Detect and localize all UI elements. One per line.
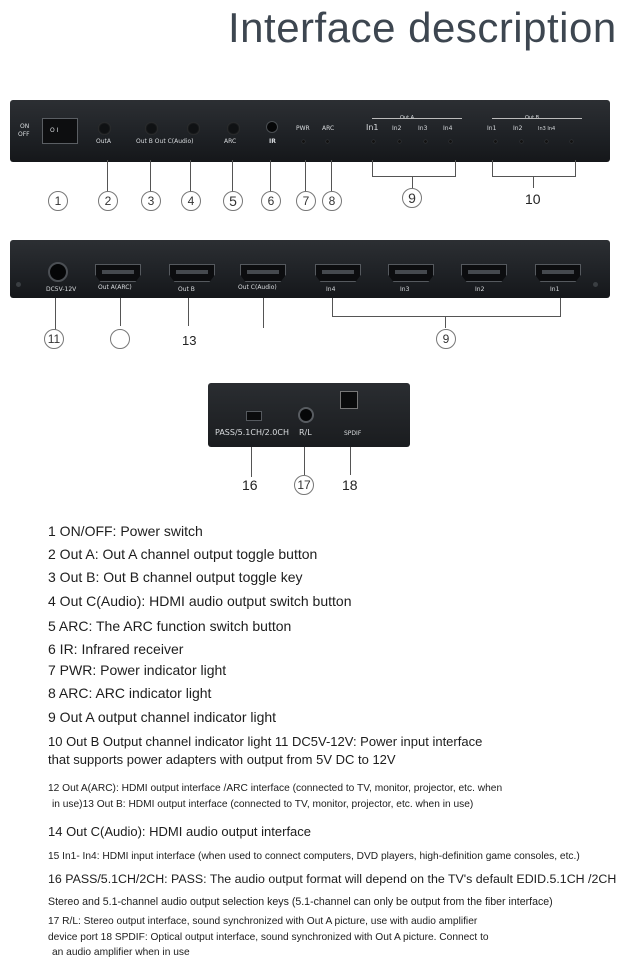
ir-receiver (266, 121, 278, 133)
callout-line-17 (304, 447, 305, 475)
callout-line-16 (251, 447, 252, 477)
bracket-10-right (575, 160, 576, 176)
callout-line-5 (232, 160, 233, 192)
callout-16: 16 (242, 477, 258, 493)
callout-2: 2 (98, 191, 118, 211)
desc-17-18: device port 18 SPDIF: Optical output interface, sound synchronized with Out A picture. Connect to (48, 932, 489, 943)
dc-label: DC5V-12V (46, 286, 77, 293)
callout-6: 6 (261, 191, 281, 211)
group-b-input-1: In1 (487, 125, 497, 132)
desc-16: 16 PASS/5.1CH/2CH: PASS: The audio output format will depend on the TV's default EDID.5.1CH /2CH (48, 872, 617, 886)
mode-switch-label: PASS/5.1CH/2.0CH (215, 428, 289, 437)
desc-18-cont: an audio amplifier when in use (52, 947, 190, 958)
group-a-bracket-line (372, 118, 462, 119)
callout-10: 10 (525, 191, 541, 207)
hdmi-port-out-b (169, 264, 215, 282)
port-label-out-b: Out B (178, 286, 195, 293)
group-a-led-3 (424, 140, 427, 143)
desc-15: 15 In1- In4: HDMI input interface (when used to connect computers, DVD players, high-definition game consoles, etc.) (48, 851, 580, 862)
page-title: Interface description (228, 4, 617, 51)
bracket-back-9-bottom (332, 316, 561, 317)
port-label-out-c: Out C(Audio) (238, 284, 277, 291)
hdmi-port-out-a (95, 264, 141, 282)
group-a-input-3: In3 (418, 125, 428, 132)
group-a-led-4 (449, 140, 452, 143)
hdmi-port-in3 (388, 264, 434, 282)
out-b-button (145, 122, 158, 135)
callout-3: 3 (141, 191, 161, 211)
callout-line-14 (263, 298, 264, 328)
callout-8: 8 (322, 191, 342, 211)
callout-17: 17 (294, 475, 314, 495)
desc-4: 4 Out C(Audio): HDMI audio output switch button (48, 593, 352, 609)
on-label: ON (20, 123, 30, 130)
desc-7: 7 PWR: Power indicator light (48, 662, 227, 678)
callout-line-11 (55, 298, 56, 330)
group-b-led-1 (494, 140, 497, 143)
callout-9-back: 9 (436, 329, 456, 349)
arc-button-label: ARC (224, 138, 237, 145)
group-b-input-3-4: In3 In4 (538, 126, 556, 132)
desc-12: 12 Out A(ARC): HDMI output interface /ARC interface (connected to TV, monitor, projector, etc. when (48, 783, 503, 794)
group-b-led-4 (570, 140, 573, 143)
group-a-input-1: In1 (366, 123, 379, 132)
desc-6: 6 IR: Infrared receiver (48, 641, 184, 657)
callout-1: 1 (48, 191, 68, 211)
desc-17: 17 R/L: Stereo output interface, sound synchronized with Out A picture, use with audio amplifier (48, 916, 478, 927)
callout-line-7 (305, 160, 306, 192)
callout-line-18 (350, 447, 351, 475)
group-b-input-2: In2 (513, 125, 523, 132)
bracket-9-left (372, 160, 373, 176)
desc-12-13: in use)13 Out B: HDMI output interface (connected to TV, monitor, projector, etc. when in use) (52, 799, 474, 810)
bracket-back-9-left (332, 298, 333, 316)
group-a-led-2 (398, 140, 401, 143)
callout-5: 5 (223, 191, 243, 211)
callout-line-13 (188, 298, 189, 326)
desc-10-11: 10 Out B Output channel indicator light 11 DC5V-12V: Power input interface (48, 734, 483, 749)
callout-line-6 (270, 160, 271, 192)
group-b-led-2 (520, 140, 523, 143)
out-b-out-c-label: Out B Out C(Audio) (136, 138, 194, 145)
bracket-10-bottom (492, 176, 576, 177)
screw-left (16, 282, 21, 287)
callout-12 (110, 329, 130, 349)
group-a-led-1 (372, 140, 375, 143)
callout-13: 13 (182, 333, 197, 348)
out-a-label: OutA (96, 138, 111, 145)
ir-label: IR (269, 138, 276, 145)
callout-9: 9 (402, 188, 422, 208)
callout-line-3 (150, 160, 151, 192)
pwr-led (302, 140, 305, 143)
screw-right (593, 282, 598, 287)
hdmi-port-out-c (240, 264, 286, 282)
callout-line-2 (107, 160, 108, 192)
arc-led-label: ARC (322, 125, 335, 132)
callout-line-8 (331, 160, 332, 192)
desc-1: 1 ON/OFF: Power switch (48, 523, 203, 539)
callout-7: 7 (296, 191, 316, 211)
arc-led (326, 140, 329, 143)
group-b-led-3 (545, 140, 548, 143)
rl-label: R/L (299, 428, 312, 437)
bracket-back-9-stem (445, 316, 446, 328)
out-a-button (98, 122, 111, 135)
desc-2: 2 Out A: Out A channel output toggle button (48, 546, 318, 562)
callout-18: 18 (342, 477, 358, 493)
desc-11-cont: that supports power adapters with output from 5V DC to 12V (48, 752, 396, 767)
power-switch (42, 118, 78, 144)
callout-11: 11 (44, 329, 64, 349)
callout-line-4 (190, 160, 191, 192)
bracket-back-9-right (560, 298, 561, 316)
back-panel-image (10, 240, 610, 298)
spdif-port (340, 391, 358, 409)
arc-button (227, 122, 240, 135)
desc-5: 5 ARC: The ARC function switch button (48, 618, 292, 634)
desc-16-cont: Stereo and 5.1-channel audio output selection keys (5.1-channel can only be output from the fiber interface) (48, 896, 553, 908)
group-a-input-2: In2 (392, 125, 402, 132)
callout-4: 4 (181, 191, 201, 211)
port-label-out-a: Out A(ARC) (98, 284, 132, 291)
desc-9: 9 Out A output channel indicator light (48, 709, 277, 725)
hdmi-port-in2 (461, 264, 507, 282)
spdif-label: SPDIF (344, 430, 362, 437)
bracket-10-stem (533, 176, 534, 188)
port-label-in1: In1 (550, 286, 560, 293)
side-panel-image (208, 383, 410, 447)
port-label-in2: In2 (475, 286, 485, 293)
group-a-input-4: In4 (443, 125, 453, 132)
bracket-10-left (492, 160, 493, 176)
port-label-in4: In4 (326, 286, 336, 293)
hdmi-port-in1 (535, 264, 581, 282)
dc-jack (48, 262, 68, 282)
power-switch-glyphs: O I (50, 127, 59, 134)
hdmi-port-in4 (315, 264, 361, 282)
pwr-label: PWR (296, 125, 310, 132)
front-panel-image (10, 100, 610, 162)
desc-8: 8 ARC: ARC indicator light (48, 685, 212, 701)
desc-3: 3 Out B: Out B channel output toggle key (48, 569, 303, 585)
group-b-bracket-line (492, 118, 582, 119)
mode-switch (246, 411, 262, 421)
callout-line-12 (120, 298, 121, 326)
bracket-9-bottom (372, 176, 456, 177)
out-c-button (187, 122, 200, 135)
rl-jack (298, 407, 314, 423)
bracket-9-right (455, 160, 456, 176)
off-label: OFF (18, 131, 30, 138)
port-label-in3: In3 (400, 286, 410, 293)
bracket-9-stem (412, 176, 413, 188)
desc-14: 14 Out C(Audio): HDMI audio output interface (48, 824, 312, 839)
